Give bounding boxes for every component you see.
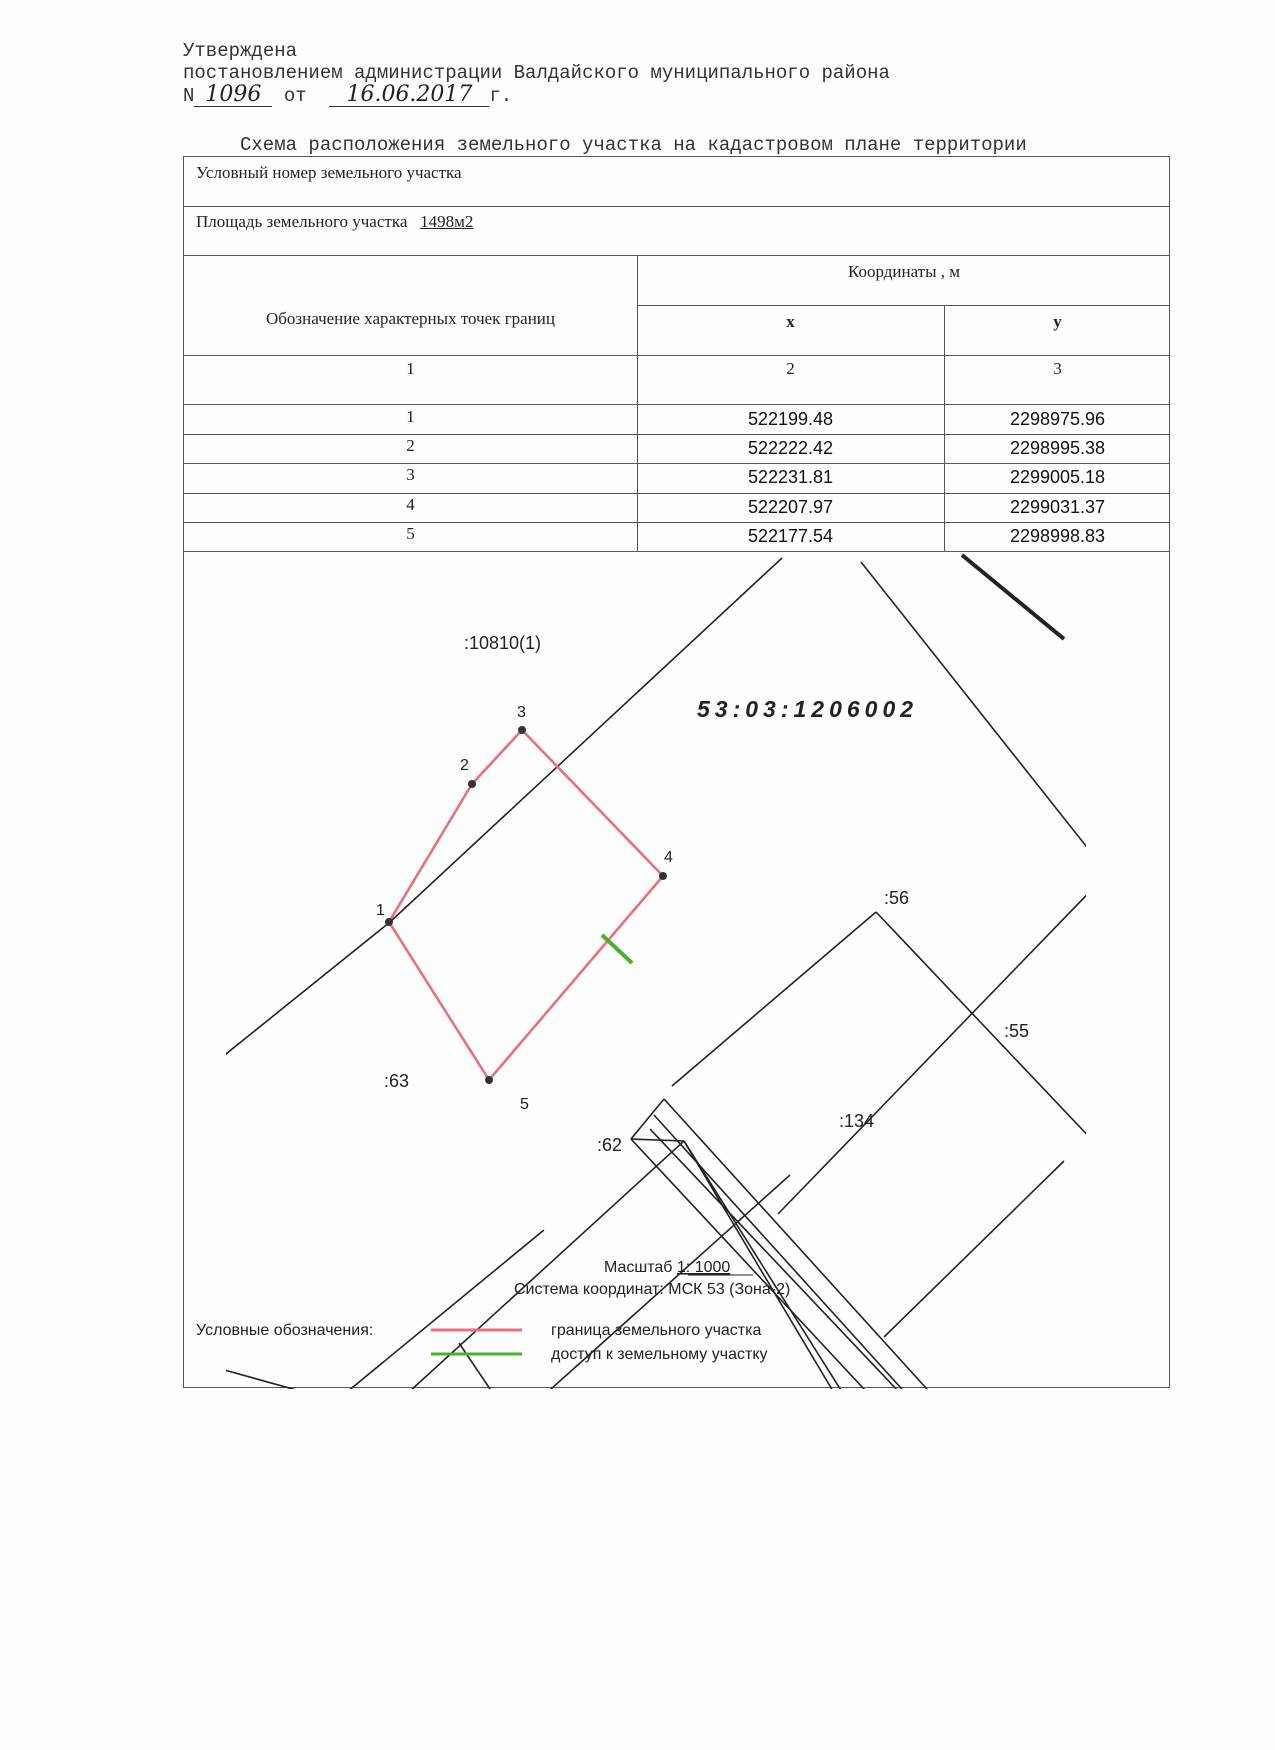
boundary-points [385, 726, 667, 1084]
area-value: 1498м2 [420, 212, 474, 231]
table-row-x: 522207.97 [747, 497, 834, 517]
table-row-x: 522199.48 [747, 409, 834, 429]
table-row-y: 2299031.37 [1009, 497, 1106, 517]
access-line [602, 935, 632, 963]
point-4-marker [659, 872, 667, 880]
legend-access-label: доступ к земельному участку [551, 1346, 768, 1363]
parcel-63-left-edge [184, 1308, 336, 1389]
y-column-header: y [1053, 312, 1062, 331]
parcel-label-63: :63 [384, 1071, 410, 1091]
index-cell-1: 1 [406, 359, 415, 378]
coordinate-system: Система координат: МСК 53 (Зона-2) [514, 1281, 791, 1298]
parcel-56-55-divider [778, 875, 1106, 1214]
legend-title: Условные обозначения: [196, 1322, 374, 1339]
conditional-number-label: Условный номер земельного участка [196, 163, 462, 182]
table-row-x: 522231.81 [747, 467, 834, 487]
parcel-label-134: :134 [839, 1111, 875, 1131]
table-row-x: 522177.54 [747, 526, 834, 546]
decree-year-suffix: г. [489, 85, 513, 107]
parcel-top-right-corner [962, 555, 1064, 639]
table-row-x: 522222.42 [747, 438, 834, 458]
index-cell-3: 3 [1053, 359, 1062, 378]
point-label-2: 2 [460, 757, 469, 774]
parcel-label-10810: :10810(1) [464, 633, 542, 653]
table-row-y: 2299005.18 [1009, 467, 1106, 487]
quarter-boundary-line [390, 558, 782, 922]
table-row-y: 2298995.38 [1009, 438, 1106, 458]
parcel-55-bottom-edge [884, 1161, 1064, 1337]
approval-line-2: постановлением администрации Валдайского муниципального района [183, 62, 890, 84]
table-row-point: 4 [406, 495, 415, 514]
cadastral-map [184, 157, 1171, 1389]
index-cell-2: 2 [786, 359, 795, 378]
table-row-point: 1 [406, 407, 415, 426]
parcel-62-left-edge [459, 1343, 513, 1389]
quarter-number: 53:03:1206002 [697, 696, 919, 722]
scheme-sheet [183, 156, 1170, 1388]
point-label-1: 1 [376, 902, 385, 919]
area-label: Площадь земельного участка [196, 212, 408, 231]
parcel-label-62: :62 [597, 1135, 623, 1155]
approval-line-1: Утверждена [183, 40, 298, 62]
point-label-3: 3 [517, 704, 526, 721]
x-column-header: x [786, 312, 795, 331]
parcel-label-55: :55 [1004, 1021, 1030, 1041]
road-right-cap [631, 1099, 664, 1139]
parcel-63-upper-edge [184, 922, 390, 1235]
table-row-point: 2 [406, 436, 415, 455]
point-5-marker [485, 1076, 493, 1084]
decree-n-prefix: N [183, 85, 195, 107]
decree-number: 1096 [194, 84, 272, 107]
point-1-marker [385, 918, 393, 926]
point-label-5: 5 [520, 1096, 529, 1113]
table-row-y: 2298975.96 [1009, 409, 1106, 429]
document-title: Схема расположения земельного участка на кадастровом плане территории [240, 134, 1027, 156]
scale-label: Масштаб [604, 1259, 673, 1276]
parcel-label-56: :56 [884, 888, 910, 908]
scale-value: 1: 1000 [676, 1259, 731, 1276]
points-column-header: Обозначение характерных точек границ [265, 309, 556, 328]
coordinates-header: Координаты , м [847, 262, 961, 281]
decree-from-word: от [283, 85, 307, 107]
scale-row [604, 1259, 730, 1276]
table-row-point: 5 [406, 524, 415, 543]
table-row-y: 2298998.83 [1009, 526, 1106, 546]
table-row-point: 3 [406, 465, 415, 484]
approval-header [183, 40, 890, 107]
decree-date: 16.06.2017 [329, 84, 489, 107]
parcel-56-left-edge [672, 912, 876, 1086]
legend-boundary-label: граница земельного участка [551, 1322, 762, 1339]
point-3-marker [518, 726, 526, 734]
point-label-4: 4 [664, 849, 673, 866]
point-2-marker [468, 780, 476, 788]
parcel-63-bottom-edge [336, 1230, 544, 1389]
land-parcel-boundary [389, 730, 663, 1080]
